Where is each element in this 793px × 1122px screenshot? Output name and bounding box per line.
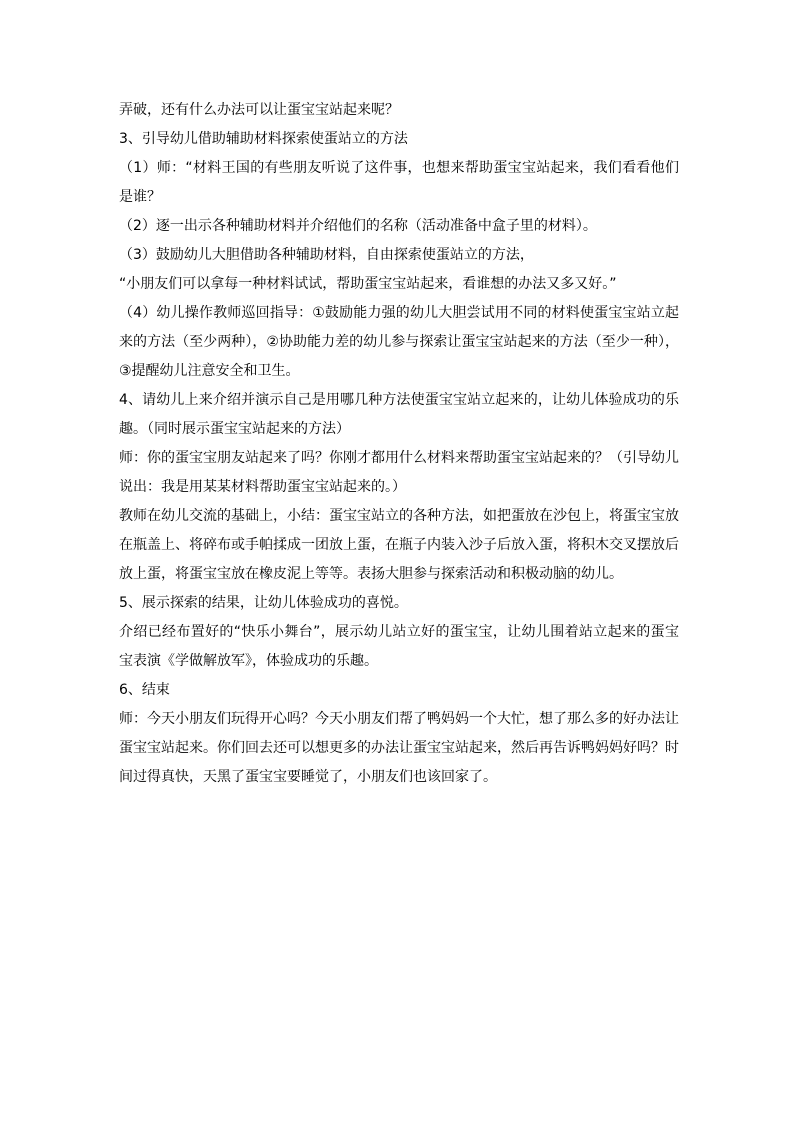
document-body	[119, 96, 679, 792]
section-heading-5: 5、展示探索的结果，让幼儿体验成功的喜悦。	[119, 595, 408, 611]
paragraph-4-teacher-question: 师：你的蛋宝宝朋友站起来了吗？你刚才都用什么材料来帮助蛋宝宝站起来的？（引导幼儿说出：我是用某某材料帮助蛋宝宝站起来的。）	[119, 450, 679, 495]
paragraph-5-stage: 介绍已经布置好的“快乐小舞台”，展示幼儿站立好的蛋宝宝，让幼儿围着站立起来的蛋宝宝表演《学做解放军》，体验成功的乐趣。	[119, 624, 679, 669]
paragraph-6-closing: 师：今天小朋友们玩得开心吗？今天小朋友们帮了鸭妈妈一个大忙，想了那么多的好办法让蛋宝宝站起来。你们回去还可以想更多的办法让蛋宝宝站起来，然后再告诉鸭妈妈好吗？时间过得真快，天黑了蛋宝宝要睡觉了，小朋友们也该回家了。	[119, 711, 679, 785]
section-heading-3: 3、引导幼儿借助辅助材料探索使蛋站立的方法	[119, 131, 408, 147]
paragraph-3-3: （3）鼓励幼儿大胆借助各种辅助材料，自由探索使蛋站立的方法，	[119, 247, 534, 263]
paragraph-3-2: （2）逐一出示各种辅助材料并介绍他们的名称（活动准备中盒子里的材料）。	[119, 218, 597, 234]
paragraph-3-1: （1）师：“材料王国的有些朋友听说了这件事，也想来帮助蛋宝宝站起来，我们看看他们是谁？	[119, 160, 679, 205]
section-heading-6: 6、结束	[119, 682, 170, 698]
paragraph-3-4: （4）幼儿操作教师巡回指导：①鼓励能力强的幼儿大胆尝试用不同的材料使蛋宝宝站立起来的方法（至少两种），②协助能力差的幼儿参与探索让蛋宝宝站起来的方法（至少一种），③提醒幼儿注意安全和卫生。	[119, 305, 679, 379]
paragraph-intro-continuation: 弄破，还有什么办法可以让蛋宝宝站起来呢？	[119, 102, 399, 118]
paragraph-4-summary: 教师在幼儿交流的基础上，小结：蛋宝宝站立的各种方法，如把蛋放在沙包上，将蛋宝宝放在瓶盖上、将碎布或手帕揉成一团放上蛋，在瓶子内装入沙子后放入蛋，将积木交叉摆放后放上蛋，将蛋宝宝放在橡皮泥上等等。表扬大胆参与探索活动和积极动脑的幼儿。	[119, 508, 679, 582]
paragraph-3-3-quote: “小朋友们可以拿每一种材料试试，帮助蛋宝宝站起来，看谁想的办法又多又好。”	[119, 276, 617, 292]
section-heading-4: 4、请幼儿上来介绍并演示自己是用哪几种方法使蛋宝宝站立起来的，让幼儿体验成功的乐趣。（同时展示蛋宝宝站起来的方法）	[119, 392, 679, 437]
